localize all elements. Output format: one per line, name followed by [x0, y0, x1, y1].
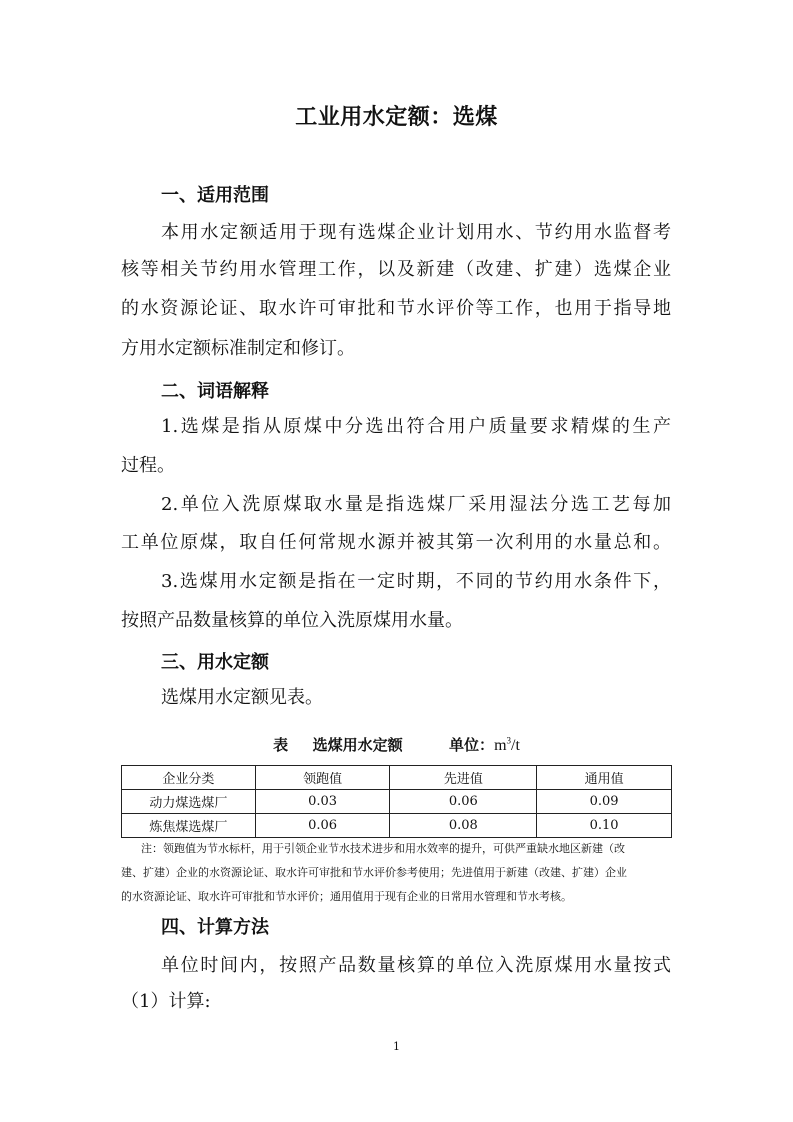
paragraph-line: 按照产品数量核算的单位入洗原煤用水量。: [121, 610, 463, 631]
section-heading-scope: 一、适用范围: [161, 185, 269, 206]
paragraph-line: 3.选煤用水定额是指在一定时期，不同的节约用水条件下，: [161, 571, 671, 592]
unit-base: m: [494, 737, 507, 754]
table-note-line: 注：领跑值为节水标杆，用于引领企业节水技术进步和用水效率的提升，可供严重缺水地区新建（改: [141, 842, 625, 855]
table-cell: 动力煤选煤厂: [122, 790, 256, 814]
table-caption-unit: [494, 737, 520, 754]
table-cell: 0.10: [537, 814, 672, 838]
quota-table: [121, 765, 672, 838]
table-caption-prefix: 表: [273, 736, 289, 754]
paragraph-line: 过程。: [121, 455, 175, 476]
table-cell: 0.03: [255, 790, 390, 814]
unit-sup: 3: [506, 735, 512, 746]
table-caption: [0, 734, 793, 755]
paragraph-line: 1.选煤是指从原煤中分选出符合用户质量要求精煤的生产: [161, 416, 671, 437]
section-heading-calc: 四、计算方法: [161, 917, 269, 938]
table-cell: 炼焦煤选煤厂: [122, 814, 256, 838]
table-caption-unit-label: 单位：: [449, 736, 495, 754]
table-cell: 0.09: [537, 790, 672, 814]
table-row: [122, 814, 672, 838]
table-note-line: 建、扩建）企业的水资源论证、取水许可审批和节水评价参考使用；先进值用于新建（改建、扩建）企业: [121, 866, 627, 879]
section-heading-terms: 二、词语解释: [161, 381, 269, 402]
table-caption-name: 选煤用水定额: [312, 736, 403, 754]
table-header-row: [122, 766, 672, 790]
table-cell: 0.06: [255, 814, 390, 838]
table-row: [122, 790, 672, 814]
table-cell: 0.08: [390, 814, 537, 838]
paragraph-line: 选煤用水定额见表。: [161, 687, 323, 708]
table-header-cell: 企业分类: [122, 766, 256, 790]
section-heading-quota: 三、用水定额: [161, 652, 269, 673]
paragraph-line: 方用水定额标准制定和修订。: [121, 338, 355, 359]
unit-tail: /t: [511, 737, 520, 754]
paragraph-line: （1）计算:: [121, 991, 211, 1012]
table-note-line: 的水资源论证、取水许可审批和节水评价；通用值用于现有企业的日常用水管理和节水考核。: [121, 890, 572, 903]
paragraph-line: 核等相关节约用水管理工作，以及新建（改建、扩建）选煤企业: [121, 259, 671, 280]
table-header-cell: 领跑值: [255, 766, 390, 790]
paragraph-line: 的水资源论证、取水许可审批和节水评价等工作，也用于指导地: [121, 298, 671, 319]
paragraph-line: 2.单位入洗原煤取水量是指选煤厂采用湿法分选工艺每加: [161, 494, 671, 515]
paragraph-line: 本用水定额适用于现有选煤企业计划用水、节约用水监督考: [161, 222, 671, 243]
table-cell: 0.06: [390, 790, 537, 814]
page-number: 1: [393, 1040, 400, 1053]
paragraph-line: 工单位原煤，取自任何常规水源并被其第一次利用的水量总和。: [121, 532, 671, 553]
paragraph-line: 单位时间内，按照产品数量核算的单位入洗原煤用水量按式: [161, 955, 671, 976]
table-header-cell: 通用值: [537, 766, 672, 790]
table-header-cell: 先进值: [390, 766, 537, 790]
document-title: 工业用水定额：选煤: [295, 105, 498, 130]
